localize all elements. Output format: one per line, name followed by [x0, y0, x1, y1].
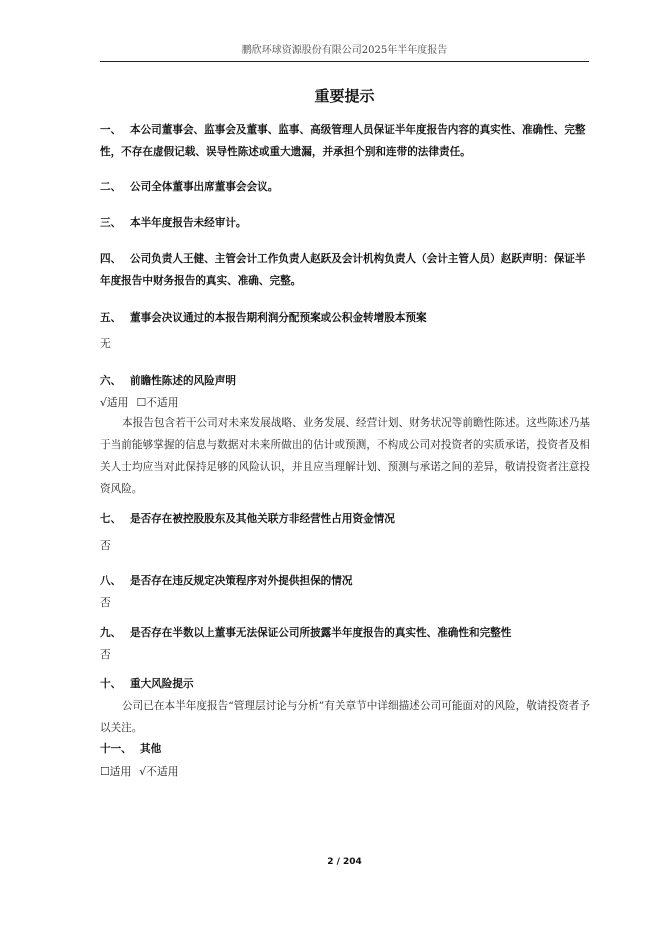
item-text: 重大风险提示 — [130, 678, 194, 690]
item-text: 前瞻性陈述的风险声明 — [130, 375, 236, 387]
item-6-paragraph: 本报告包含若干公司对未来发展战略、业务发展、经营计划、财务状况等前瞻性陈述。这些陈述乃基于当前能够掌握的信息与数据对未来所做出的估计或预测，不构成公司对投资者的实质承诺，投资者及相关人士均应当对此保持足够的风险认识，并且应当理解计划、预测与承诺之间的差异，敬请投资者注意投资风险。 — [100, 417, 590, 495]
item-number: 四、 — [100, 253, 122, 265]
notice-item-7 — [100, 508, 590, 530]
item-number: 十一、 — [100, 743, 132, 755]
notice-item-1 — [100, 119, 590, 163]
notice-item-6 — [100, 370, 590, 392]
notice-item-4 — [100, 248, 590, 292]
item-number: 七、 — [100, 513, 122, 525]
item-text: 本公司董事会、监事会及董事、监事、高级管理人员保证半年度报告内容的真实性、准确性、完整性，不存在虚假记载、误导性陈述或重大遗漏，并承担个别和连带的法律责任。 — [100, 124, 586, 158]
notice-item-3 — [100, 212, 590, 234]
item-number: 九、 — [100, 627, 122, 639]
item-number: 八、 — [100, 575, 122, 587]
item-10-paragraph: 公司已在本半年度报告“管理层讨论与分析”有关章节中详细描述公司可能面对的风险，敬请投资者予以关注。 — [100, 700, 590, 734]
item-text: 本半年度报告未经审计。 — [130, 217, 247, 229]
page-title: 重要提示 — [314, 87, 375, 105]
notice-item-2 — [100, 176, 590, 198]
page-number: 2 / 204 — [327, 857, 362, 867]
notice-item-9 — [100, 622, 590, 644]
item-text: 是否存在被控股股东及其他关联方非经营性占用资金情况 — [130, 513, 395, 525]
item-5-answer: 无 — [100, 337, 111, 350]
item-number: 一、 — [100, 124, 122, 136]
not-applicable-checked: √不适用 — [139, 765, 179, 778]
item-text: 其他 — [140, 743, 162, 755]
item-9-answer: 否 — [100, 648, 111, 661]
notice-item-8 — [100, 570, 590, 592]
item-text: 是否存在违反规定决策程序对外提供担保的情况 — [130, 575, 353, 587]
item-11-checkboxes — [100, 761, 590, 783]
item-number: 二、 — [100, 181, 122, 193]
item-8-answer: 否 — [100, 596, 111, 609]
notice-item-11 — [100, 738, 590, 760]
header-rule — [100, 61, 589, 62]
item-7-answer: 否 — [100, 539, 111, 552]
item-6-checkboxes — [100, 392, 590, 414]
item-text: 公司全体董事出席董事会会议。 — [130, 181, 279, 193]
item-text: 是否存在半数以上董事无法保证公司所披露半年度报告的真实性、准确性和完整性 — [130, 627, 512, 639]
item-text: 公司负责人王健、主管会计工作负责人赵跃及会计机构负责人（会计主管人员）赵跃声明：保证半年度报告中财务报告的真实、准确、完整。 — [100, 253, 586, 287]
notice-item-5 — [100, 307, 590, 329]
item-number: 三、 — [100, 217, 122, 229]
running-header: 鹏欣环球资源股份有限公司2025年半年度报告 — [241, 45, 448, 56]
item-number: 十、 — [100, 678, 122, 690]
applicable-unchecked: ☐适用 — [100, 765, 132, 778]
item-text: 董事会决议通过的本报告期利润分配预案或公积金转增股本预案 — [130, 312, 427, 324]
item-number: 六、 — [100, 375, 122, 387]
applicable-checked: √适用 — [100, 396, 129, 409]
not-applicable-unchecked: ☐不适用 — [136, 396, 179, 409]
item-number: 五、 — [100, 312, 122, 324]
notice-item-10 — [100, 673, 590, 695]
